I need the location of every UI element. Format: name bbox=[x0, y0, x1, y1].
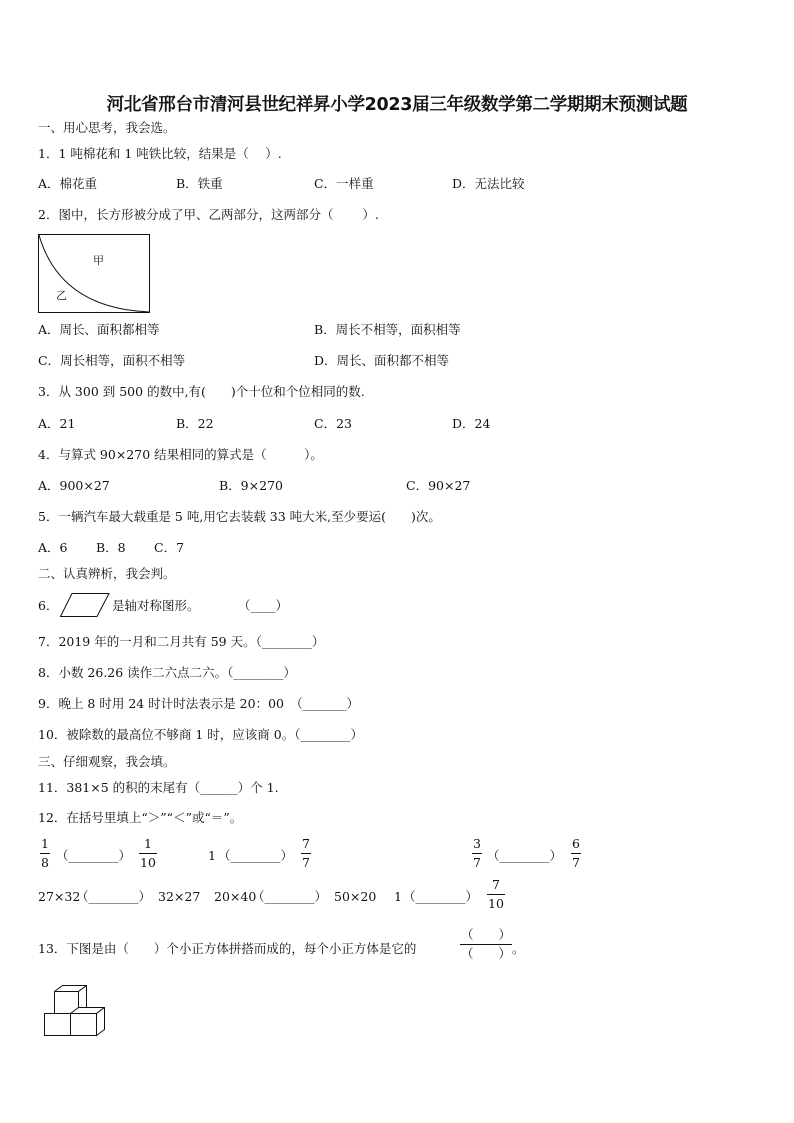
parallelogram-icon bbox=[60, 593, 110, 617]
q12-blank-4[interactable]: （________） bbox=[76, 889, 152, 904]
fraction-1-10 bbox=[139, 838, 157, 869]
q12-blank-3[interactable]: （________） bbox=[487, 848, 563, 863]
fraction-denominator: 7 bbox=[302, 854, 310, 870]
fraction-denominator: 8 bbox=[41, 854, 49, 870]
q3-option-d[interactable]: D．24 bbox=[452, 416, 491, 431]
q12-number-one-2: 1 bbox=[394, 889, 402, 904]
q10-statement[interactable]: 10．被除数的最高位不够商 1 时，应该商 0。（________） bbox=[38, 727, 363, 742]
q12-blank-2[interactable]: （________） bbox=[218, 848, 294, 863]
q11-stem[interactable]: 11．381×5 的积的末尾有（______）个 1. bbox=[38, 780, 279, 795]
fraction-1-8 bbox=[40, 838, 50, 869]
q5-option-c[interactable]: C．7 bbox=[154, 540, 185, 555]
section-heading-2: 二、认真辨析，我会判。 bbox=[38, 566, 176, 581]
fraction-numerator: 1 bbox=[143, 836, 152, 851]
q1-option-c[interactable]: C．一样重 bbox=[314, 176, 374, 191]
q2-option-c[interactable]: C．周长相等，面积不相等 bbox=[38, 353, 186, 368]
q13-end-punct: 。 bbox=[512, 941, 525, 956]
q12-number-one: 1 bbox=[208, 848, 216, 863]
q13-stem: 13．下图是由（ ）个小正方体拼搭而成的，每个小正方体是它的 bbox=[38, 941, 417, 956]
q2-label-yi: 乙 bbox=[56, 289, 67, 302]
q12-expression-1: 27×32 bbox=[38, 889, 81, 904]
q2-option-d[interactable]: D．周长、面积都不相等 bbox=[314, 353, 450, 368]
q4-option-a[interactable]: A．900×27 bbox=[38, 478, 110, 493]
q2-stem: 2．图中，长方形被分成了甲、乙两部分，这两部分（ ）. bbox=[38, 207, 379, 222]
q9-statement[interactable]: 9．晚上 8 时用 24 时计时法表示是 20：00 （_______） bbox=[38, 696, 359, 711]
fraction-denominator-blank[interactable]: （ ） bbox=[461, 945, 512, 961]
q2-label-jia: 甲 bbox=[93, 254, 104, 267]
page-title: 河北省邢台市清河县世纪祥昇小学2023届三年级数学第二学期期末预测试题 bbox=[106, 95, 688, 115]
q6-number: 6． bbox=[38, 598, 59, 613]
fraction-7-10 bbox=[487, 879, 505, 910]
q3-option-a[interactable]: A．21 bbox=[38, 416, 76, 431]
q3-stem: 3．从 300 到 500 的数中,有( )个十位和个位相同的数. bbox=[38, 384, 365, 399]
fraction-3-7 bbox=[472, 838, 482, 869]
section-heading-3: 三、仔细观察，我会填。 bbox=[38, 754, 176, 769]
q6-text: 是轴对称图形。 bbox=[112, 598, 200, 613]
q5-option-b[interactable]: B．8 bbox=[96, 540, 126, 555]
q6-answer-blank[interactable]: （____） bbox=[238, 598, 289, 613]
q5-option-a[interactable]: A．6 bbox=[38, 540, 68, 555]
q1-option-b[interactable]: B．铁重 bbox=[176, 176, 223, 191]
fraction-6-7 bbox=[571, 838, 581, 869]
q1-option-d[interactable]: D．无法比较 bbox=[452, 176, 525, 191]
fraction-numerator: 1 bbox=[41, 836, 49, 851]
q7-statement[interactable]: 7．2019 年的一月和二月共有 59 天。（________） bbox=[38, 634, 325, 649]
q4-option-c[interactable]: C．90×27 bbox=[406, 478, 471, 493]
q2-option-b[interactable]: B．周长不相等，面积相等 bbox=[314, 322, 461, 337]
fraction-numerator: 3 bbox=[473, 836, 481, 851]
q3-option-c[interactable]: C．23 bbox=[314, 416, 352, 431]
q12-expression-2: 32×27 bbox=[158, 889, 201, 904]
cube-stack-figure bbox=[42, 984, 108, 1044]
q12-blank-6[interactable]: （________） bbox=[403, 889, 479, 904]
q1-option-a[interactable]: A．棉花重 bbox=[38, 176, 98, 191]
fraction-denominator: 7 bbox=[572, 854, 580, 870]
fraction-denominator: 10 bbox=[488, 895, 504, 911]
fraction-numerator: 7 bbox=[491, 877, 500, 892]
q12-blank-5[interactable]: （________） bbox=[252, 889, 328, 904]
q12-expression-4: 50×20 bbox=[334, 889, 377, 904]
q2-rectangle-figure bbox=[38, 234, 151, 314]
fraction-numerator-blank[interactable]: （ ） bbox=[461, 927, 512, 942]
fraction-denominator: 7 bbox=[473, 854, 481, 870]
q2-option-a[interactable]: A．周长、面积都相等 bbox=[38, 322, 160, 337]
q13-answer-fraction[interactable] bbox=[460, 929, 512, 960]
q3-option-b[interactable]: B．22 bbox=[176, 416, 214, 431]
q12-blank-1[interactable]: （________） bbox=[56, 848, 132, 863]
q12-expression-3: 20×40 bbox=[214, 889, 257, 904]
fraction-numerator: 6 bbox=[572, 836, 580, 851]
q12-stem: 12．在括号里填上“＞”“＜”或“＝”。 bbox=[38, 810, 243, 825]
q5-stem: 5．一辆汽车最大载重是 5 吨,用它去装载 33 吨大米,至少要运( )次。 bbox=[38, 509, 441, 524]
q4-stem: 4．与算式 90×270 结果相同的算式是（ ）。 bbox=[38, 447, 323, 462]
q1-stem: 1．1 吨棉花和 1 吨铁比较，结果是（ ）. bbox=[38, 146, 282, 161]
fraction-numerator: 7 bbox=[302, 836, 310, 851]
fraction-7-7 bbox=[301, 838, 311, 869]
fraction-denominator: 10 bbox=[140, 854, 156, 870]
section-heading-1: 一、用心思考，我会选。 bbox=[38, 120, 176, 135]
q8-statement[interactable]: 8．小数 26.26 读作二六点二六。（________） bbox=[38, 665, 296, 680]
q4-option-b[interactable]: B．9×270 bbox=[219, 478, 283, 493]
